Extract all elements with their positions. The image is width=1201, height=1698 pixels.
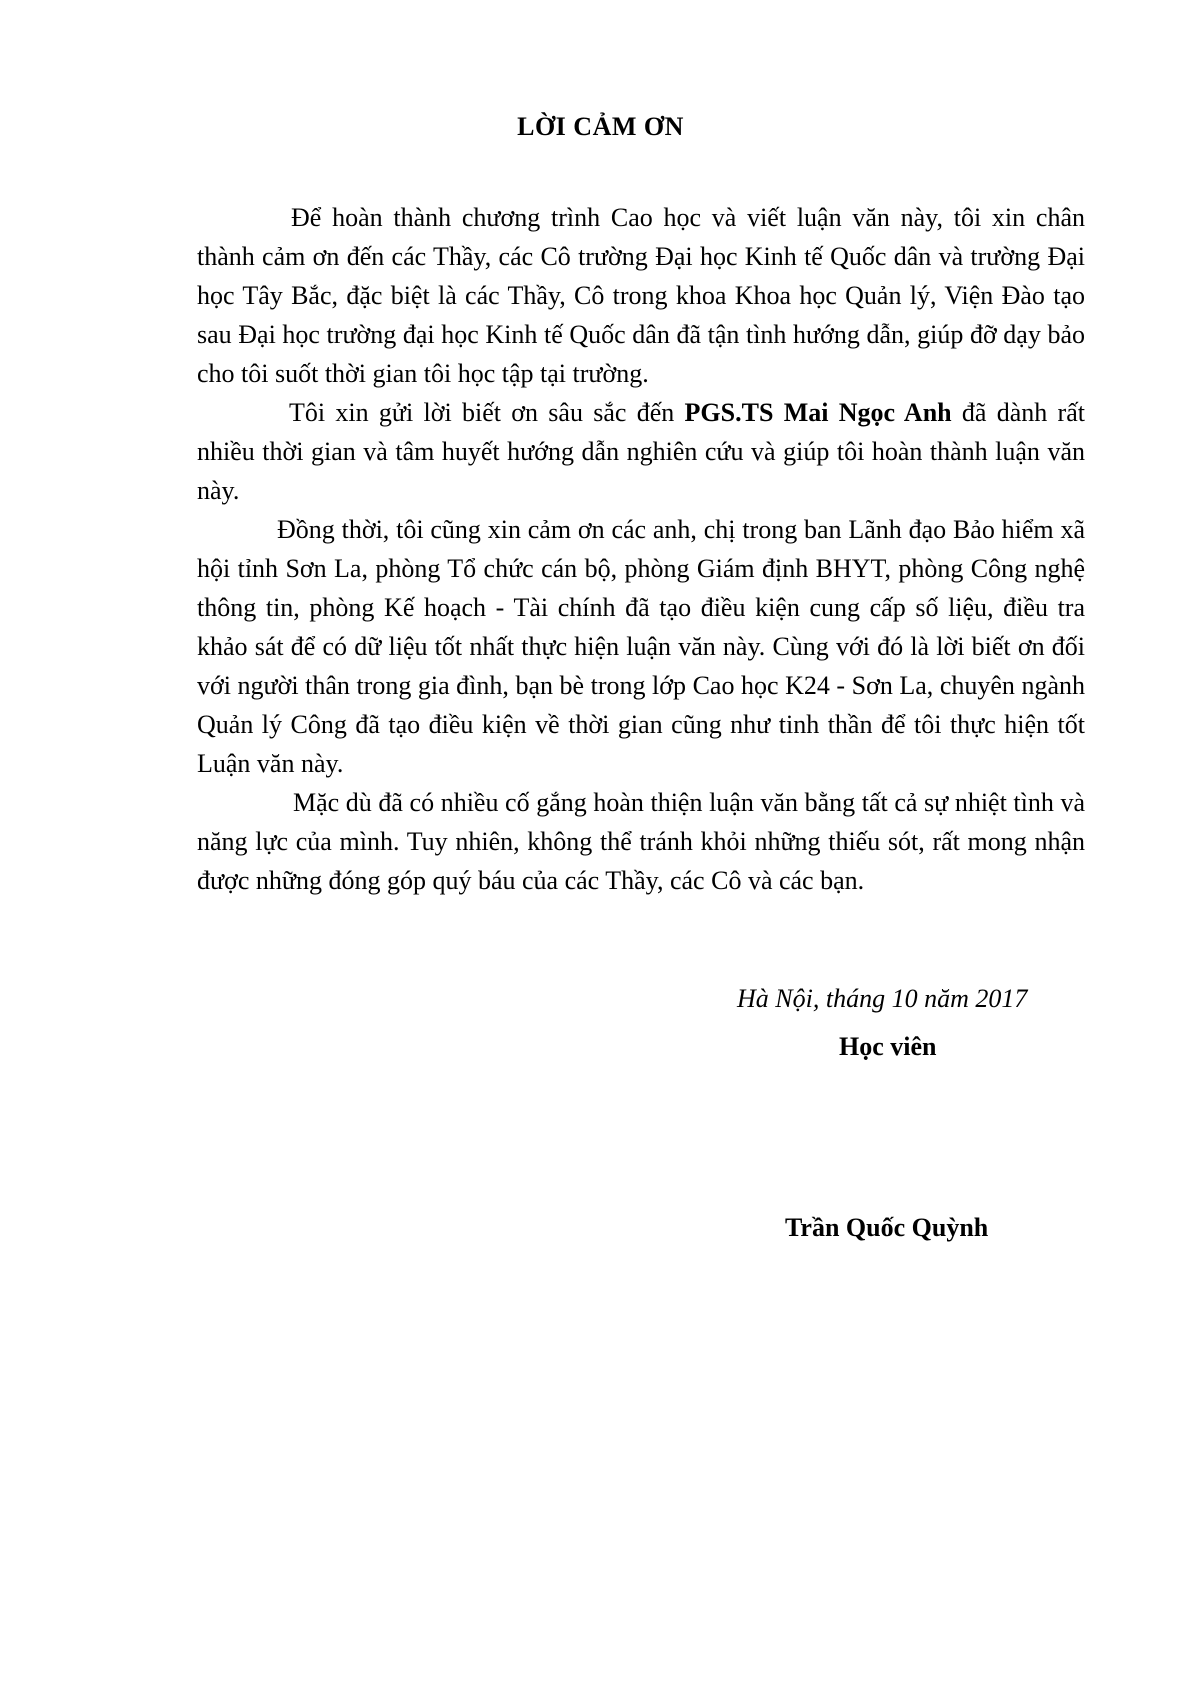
page-title: LỜI CẢM ƠN (517, 112, 684, 141)
paragraph-3: Đồng thời, tôi cũng xin cảm ơn các anh, chị trong ban Lãnh đạo Bảo hiểm xã hội tỉnh Sơn La, phòng Tổ chức cán bộ, phòng Giám định BHYT, phòng Công nghệ thông tin, phòng Kế hoạch - Tài chính đã tạo điều kiện cung cấp số liệu, điều tra khảo sát để có dữ liệu tốt nhất thực hiện luận văn này. Cùng với đó là lời biết ơn đối với người thân trong gia đình, bạn bè trong lớp Cao học K24 - Sơn La, chuyên ngành Quản lý Công đã tạo điều kiện về thời gian cũng như tinh thần để tôi thực hiện tốt Luận văn này. (197, 515, 1085, 778)
signer-name: Trần Quốc Quỳnh (785, 1213, 989, 1242)
advisor-name: PGS.TS Mai Ngọc Anh (684, 398, 952, 427)
paragraph-2-text-before: Tôi xin gửi lời biết ơn sâu sắc đến (289, 398, 685, 427)
place-date: Hà Nội, tháng 10 năm 2017 (737, 984, 1028, 1013)
signer-role: Học viên (839, 1032, 937, 1061)
paragraph-2-text-after: đã dành rất nhiều thời gian và tâm huyết hướng dẫn nghiên cứu và giúp tôi hoàn thành luận văn này. (197, 398, 1085, 505)
paragraph-2 (197, 393, 1085, 510)
paragraph-4: Mặc dù đã có nhiều cố gắng hoàn thiện luận văn bằng tất cả sự nhiệt tình và năng lực của mình. Tuy nhiên, không thể tránh khỏi những thiếu sót, rất mong nhận được những đóng góp quý báu của các Thầy, các Cô và các bạn. (197, 788, 1085, 895)
document-body (197, 198, 1085, 900)
paragraph-1: Để hoàn thành chương trình Cao học và viết luận văn này, tôi xin chân thành cảm ơn đến các Thầy, các Cô trường Đại học Kinh tế Quốc dân và trường Đại học Tây Bắc, đặc biệt là các Thầy, Cô trong khoa Khoa học Quản lý, Viện Đào tạo sau Đại học trường đại học Kinh tế Quốc dân đã tận tình hướng dẫn, giúp đỡ dạy bảo cho tôi suốt thời gian tôi học tập tại trường. (197, 203, 1085, 388)
